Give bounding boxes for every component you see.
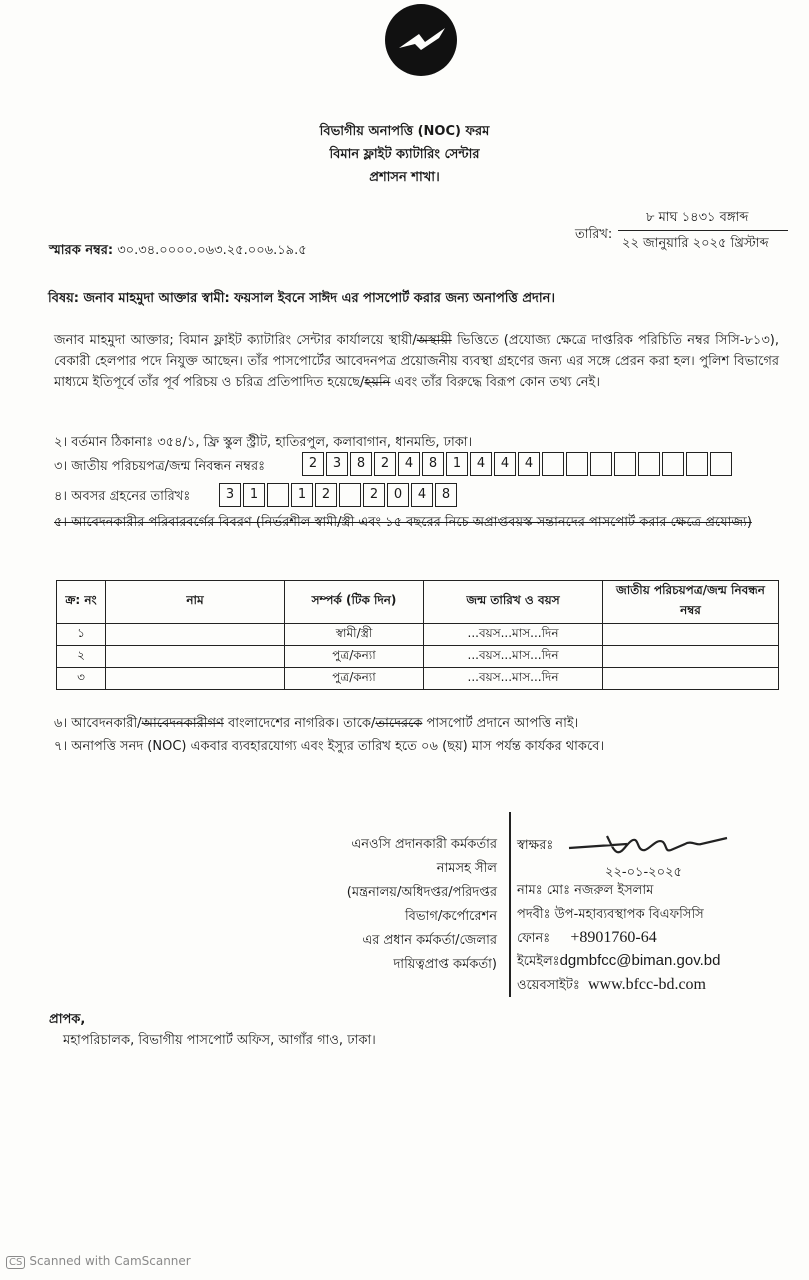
phone-label: ফোনঃ bbox=[517, 931, 551, 946]
signatory-line: নামসহ সীল bbox=[436, 861, 497, 876]
item-retirement-label: ৪। অবসর গ্রহনের তারিখঃ bbox=[54, 489, 191, 504]
phone-value: +8901760-64 bbox=[570, 929, 657, 946]
retirement-digit-box: 3 bbox=[219, 483, 241, 507]
signatory-line: (মন্ত্রনালয়/অধিদপ্তর/পরিদপ্তর bbox=[346, 885, 497, 900]
table-cell bbox=[603, 624, 779, 646]
nid-digit-box: 3 bbox=[326, 452, 348, 476]
nid-digit-boxes bbox=[302, 452, 734, 476]
camscanner-badge-icon: CS bbox=[6, 1256, 25, 1269]
nid-digit-box bbox=[566, 452, 588, 476]
struck-text: অস্থায়ী bbox=[416, 333, 452, 348]
table-row bbox=[57, 646, 779, 668]
column-header: নাম bbox=[106, 581, 285, 624]
retirement-digit-box: 4 bbox=[411, 483, 433, 507]
column-header: ক্র: নং bbox=[57, 581, 106, 624]
signatory-line: দায়িত্বপ্রাপ্ত কর্মকর্তা) bbox=[393, 957, 497, 972]
table-cell bbox=[106, 668, 285, 690]
retirement-digit-box: 2 bbox=[363, 483, 385, 507]
retirement-digit-box bbox=[267, 483, 289, 507]
struck-text: তাদেরকে bbox=[375, 716, 423, 731]
nid-digit-box bbox=[638, 452, 660, 476]
retirement-digit-box bbox=[339, 483, 361, 507]
nid-digit-box bbox=[662, 452, 684, 476]
date-divider bbox=[618, 230, 788, 231]
signature-image bbox=[567, 830, 737, 860]
nid-digit-box bbox=[542, 452, 564, 476]
nid-digit-box bbox=[614, 452, 636, 476]
table-cell: ৩ bbox=[57, 668, 106, 690]
date-bangla: ৮ মাঘ ১৪৩১ বঙ্গাব্দ bbox=[646, 210, 749, 225]
nid-digit-box: 1 bbox=[446, 452, 468, 476]
paragraph-text: এবং তাঁর বিরুদ্ধে বিরূপ কোন তথ্য নেই। bbox=[390, 375, 600, 390]
form-title: বিভাগীয় অনাপত্তি (NOC) ফরম bbox=[319, 124, 490, 139]
camscanner-watermark bbox=[6, 1254, 191, 1269]
signatory-description bbox=[347, 833, 497, 977]
subject-line: বিষয়: জনাব মাহমুদা আক্তার স্বামী: ফয়সাল ইবনে সাঈদ এর পাসপোর্ট করার জন্য অনাপত্তি প্রদান। bbox=[48, 291, 556, 306]
memo-label: স্মারক নম্বর: bbox=[49, 243, 114, 258]
signatory-line: এর প্রধান কর্মকর্তা/জেলার bbox=[362, 933, 497, 948]
nid-digit-box bbox=[710, 452, 732, 476]
table-cell: পুত্র/কন্যা bbox=[285, 646, 424, 668]
signature-date: ২২-০১-২০২৫ bbox=[605, 865, 682, 880]
item-family-details: ৫। আবেদনকারীর পরিবারবর্গের বিবরণ (নির্ভরশীল স্বামী/স্ত্রী এবং ১৫ বছরের নিচে অপ্রাপ্তবয়স্ক সন্তানদের পাসপোর্ট করার ক্ষেত্রে প্রযোজ্য) bbox=[54, 515, 752, 530]
table-row bbox=[57, 624, 779, 646]
website-label: ওয়েবসাইটঃ bbox=[517, 978, 580, 993]
paragraph-text: ভিত্তিতে (প্রযোজ্য ক্ষেত্রে দাপ্তরিক পরিচিতি নম্বর সিসি-৮১৩), বেকারী হেলপার পদে নিযুক্ত আছেন। তাঁর পাসপোর্টের আবেদনপত্র প্রয়োজনীয় ব্যবস্থা গ্রহণের জন্য এর সঙ্গে প্রেরন করা হল। পুলিশ বিভাগের মাধ্যমে ইতিপূর্বে তাঁর পূর্ব পরিচয় ও চরিত্র প্রতিপাদিত হয়েছে/ bbox=[54, 333, 779, 390]
table-cell: ...বয়স...মাস...দিন bbox=[424, 624, 603, 646]
nid-digit-box: 8 bbox=[350, 452, 372, 476]
item-address: ২। বর্তমান ঠিকানাঃ ৩৫৪/১, ফ্রি স্কুল স্ট্রীট, হাতিরপুল, কলাবাগান, ধানমন্ডি, ঢাকা। bbox=[54, 435, 473, 450]
watermark-text: Scanned with CamScanner bbox=[29, 1254, 191, 1268]
website-value: www.bfcc-bd.com bbox=[587, 976, 706, 993]
column-header: জাতীয় পরিচয়পত্র/জন্ম নিবন্ধন নম্বর bbox=[603, 581, 779, 624]
signatory-email bbox=[517, 951, 720, 971]
table-cell: পুত্র/কন্যা bbox=[285, 668, 424, 690]
family-table bbox=[56, 580, 779, 690]
column-header: জন্ম তারিখ ও বয়স bbox=[424, 581, 603, 624]
signatory-name: নামঃ মোঃ নজরুল ইসলাম bbox=[517, 883, 654, 898]
nid-digit-box: 2 bbox=[374, 452, 396, 476]
retirement-digit-box: 1 bbox=[291, 483, 313, 507]
table-cell: স্বামী/স্ত্রী bbox=[285, 624, 424, 646]
nid-digit-box: 4 bbox=[398, 452, 420, 476]
signature-label: স্বাক্ষরঃ bbox=[517, 838, 554, 853]
retirement-digit-box: 0 bbox=[387, 483, 409, 507]
table-cell: ২ bbox=[57, 646, 106, 668]
table-cell bbox=[603, 646, 779, 668]
table-cell bbox=[106, 646, 285, 668]
signatory-line: এনওসি প্রদানকারী কর্মকর্তার bbox=[351, 837, 497, 852]
biman-logo bbox=[385, 4, 457, 76]
retirement-digit-boxes bbox=[219, 483, 459, 507]
nid-digit-box: 4 bbox=[494, 452, 516, 476]
memo-number bbox=[49, 241, 307, 260]
nid-digit-box bbox=[686, 452, 708, 476]
struck-text: আবেদনকারীগণ bbox=[141, 716, 224, 731]
table-cell bbox=[106, 624, 285, 646]
signatory-designation: পদবীঃ উপ-মহাব্যবস্থাপক বিএফসিসি bbox=[517, 907, 704, 922]
nid-digit-box: 2 bbox=[302, 452, 324, 476]
nid-digit-box bbox=[590, 452, 612, 476]
date-gregorian: ২২ জানুয়ারি ২০২৫ খ্রিস্টাব্দ bbox=[622, 236, 769, 251]
table-cell bbox=[603, 668, 779, 690]
memo-value: ৩০.৩৪.০০০০.০৬৩.২৫.০০৬.১৯.৫ bbox=[117, 243, 307, 258]
date-label: তারিখ: bbox=[575, 227, 613, 242]
item-text: ৬। আবেদনকারী/ bbox=[54, 716, 142, 731]
table-cell: ...বয়স...মাস...দিন bbox=[424, 668, 603, 690]
signatory-website bbox=[517, 975, 706, 995]
table-header-row bbox=[57, 581, 779, 624]
retirement-digit-box: 8 bbox=[435, 483, 457, 507]
recipient-label: প্রাপক, bbox=[49, 1012, 86, 1027]
paragraph-text: জনাব মাহমুদা আক্তার; বিমান ফ্লাইট ক্যাটারিং সেন্টার কার্যালয়ে স্থায়ী/ bbox=[54, 333, 417, 348]
organization-name: বিমান ফ্লাইট ক্যাটারিং সেন্টার bbox=[329, 147, 480, 162]
retirement-digit-box: 2 bbox=[315, 483, 337, 507]
department-name: প্রশাসন শাখা। bbox=[369, 170, 440, 185]
signatory-phone bbox=[517, 928, 657, 948]
item-text: পাসপোর্ট প্রদানে আপত্তি নাই। bbox=[422, 716, 579, 731]
nid-digit-box: 4 bbox=[470, 452, 492, 476]
retirement-digit-box: 1 bbox=[243, 483, 265, 507]
body-paragraph bbox=[54, 330, 779, 393]
nid-digit-box: 4 bbox=[518, 452, 540, 476]
item-citizenship bbox=[54, 714, 578, 733]
column-header: সম্পর্ক (টিক দিন) bbox=[285, 581, 424, 624]
table-cell: ...বয়স...মাস...দিন bbox=[424, 646, 603, 668]
table-row bbox=[57, 668, 779, 690]
struck-text: হয়নি bbox=[364, 375, 391, 390]
logo-mark-icon bbox=[385, 4, 457, 76]
signatory-line: বিভাগ/কর্পোরেশন bbox=[404, 909, 497, 924]
table-cell: ১ bbox=[57, 624, 106, 646]
item-text: বাংলাদেশের নাগরিক। তাকে/ bbox=[223, 716, 376, 731]
item-validity: ৭। অনাপত্তি সনদ (NOC) একবার ব্যবহারযোগ্য এবং ইস্যুর তারিখ হতে ০৬ (ছয়) মাস পর্যন্ত কার্যকর থাকবে। bbox=[54, 739, 605, 754]
item-nid-label: ৩। জাতীয় পরিচয়পত্র/জন্ম নিবন্ধন নম্বরঃ bbox=[54, 459, 266, 474]
email-label: ইমেইলঃ bbox=[517, 954, 560, 969]
recipient-value: মহাপরিচালক, বিভাগীয় পাসপোর্ট অফিস, আগাঁর গাও, ঢাকা। bbox=[63, 1033, 376, 1048]
email-value: dgmbfcc@biman.gov.bd bbox=[559, 952, 721, 969]
signatory-divider bbox=[509, 812, 511, 997]
nid-digit-box: 8 bbox=[422, 452, 444, 476]
